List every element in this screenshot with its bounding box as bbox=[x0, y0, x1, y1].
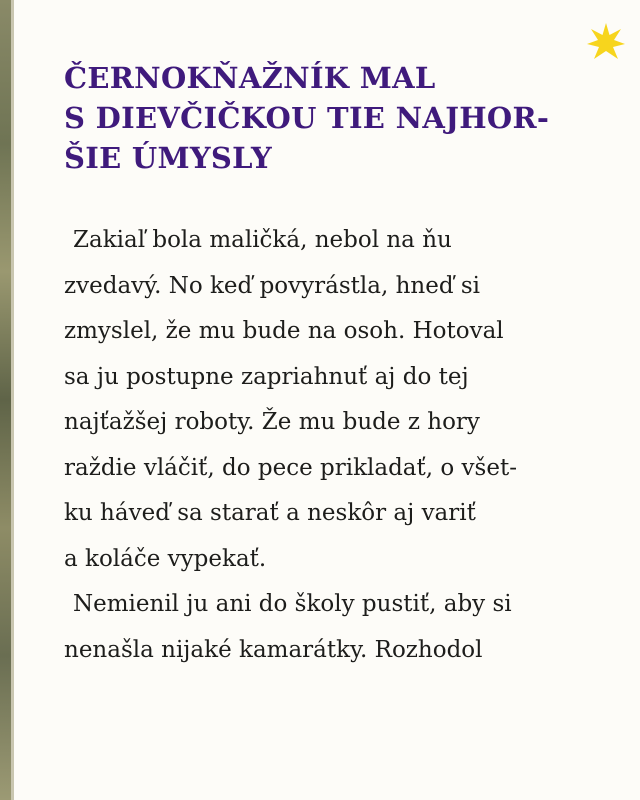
text-line: ku háveď sa starať a neskôr aj variť bbox=[64, 500, 476, 526]
heading-line: ŠIE ÚMYSLY bbox=[64, 141, 272, 175]
text-line: Zakiaľ bola maličká, nebol na ňu bbox=[73, 227, 452, 253]
page-edge-illustration bbox=[0, 0, 14, 800]
text-line: najťažšej roboty. Že mu bude z hory bbox=[64, 409, 480, 435]
text-line: zvedavý. No keď povyrástla, hneď si bbox=[64, 272, 481, 299]
heading-line: S DIEVČIČKOU TIE NAJHOR- bbox=[64, 101, 550, 135]
chapter-heading bbox=[64, 58, 624, 178]
text-line: a koláče vypekať. bbox=[64, 545, 267, 572]
text-line: sa ju postupne zapriahnuť aj do tej bbox=[64, 363, 469, 390]
text-line: raždie vláčiť, do pece prikladať, o všet- bbox=[64, 454, 517, 481]
heading-line: ČERNOKŇAŽNÍK MAL bbox=[64, 61, 436, 95]
text-line: Nemienil ju ani do školy pustiť, aby si bbox=[73, 591, 512, 617]
text-line: zmyslel, že mu bude na osoh. Hotoval bbox=[64, 318, 504, 344]
star-icon bbox=[586, 22, 626, 62]
story-text bbox=[64, 218, 634, 673]
text-line: nenašla nijaké kamarátky. Rozhodol bbox=[64, 636, 483, 663]
